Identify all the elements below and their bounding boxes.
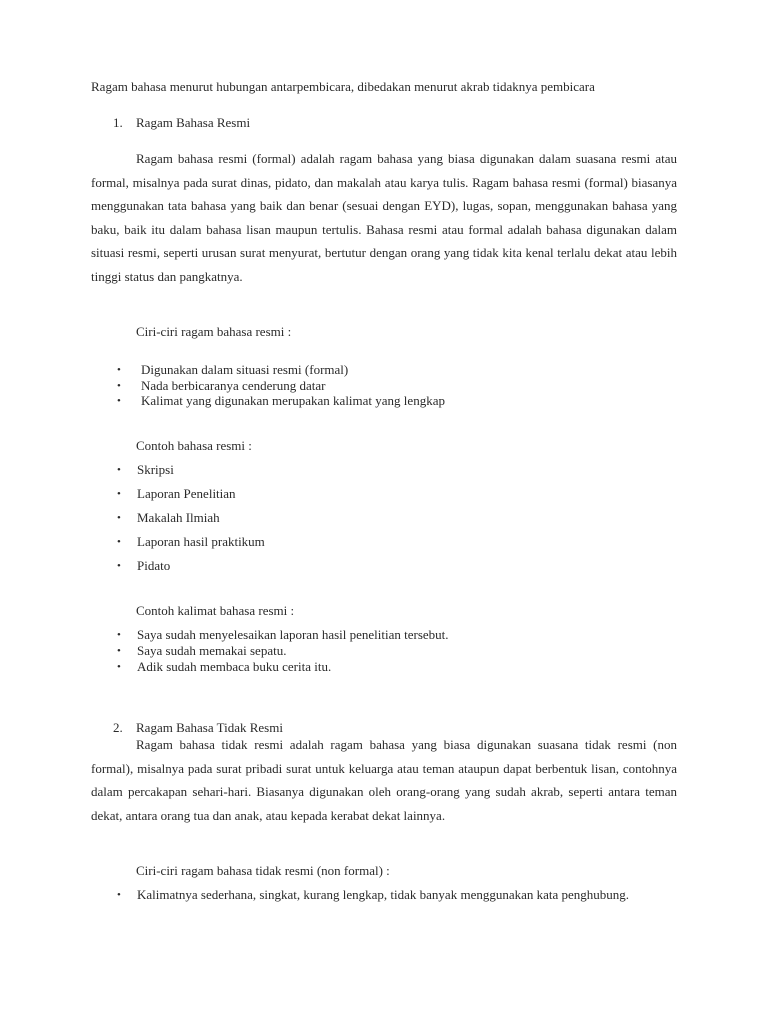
section1-number: 1. bbox=[113, 115, 123, 130]
bullet-icon: • bbox=[117, 488, 121, 500]
section1-ciri-item: Digunakan dalam situasi resmi (formal) bbox=[141, 362, 349, 377]
section1-contoh-item: Laporan hasil praktikum bbox=[137, 534, 265, 549]
bullet-icon: • bbox=[117, 560, 121, 572]
section1-kalimat-item: Saya sudah memakai sepatu. bbox=[137, 643, 287, 658]
section1-contoh-item: Makalah Ilmiah bbox=[137, 510, 220, 525]
section2-heading: Ragam Bahasa Tidak Resmi bbox=[136, 720, 283, 735]
section1-paragraph: Ragam bahasa resmi (formal) adalah ragam bahasa yang biasa digunakan dalam suasana resmi atau formal, misalnya pada surat dinas, pidato, dan makalah atau karya tulis. Ragam bahasa resmi (formal) biasanya menggunakan tata bahasa yang baik dan benar (sesuai dengan EYD), lugas, sopan, menggunakan bahasa yang baku, baik itu dalam bahasa lisan maupun tertulis. Bahasa resmi atau formal adalah bahasa digunakan dalam situasi resmi, seperti urusan surat menyurat, bertutur dengan orang yang tidak kita kenal terlalu dekat atau lebih tinggi status dan pangkatnya. bbox=[91, 151, 677, 284]
bullet-icon: • bbox=[117, 364, 121, 376]
bullet-icon: • bbox=[117, 645, 121, 657]
section1-kalimat-item: Adik sudah membaca buku cerita itu. bbox=[137, 659, 332, 674]
section1-contoh-item: Pidato bbox=[137, 558, 171, 573]
bullet-icon: • bbox=[117, 536, 121, 548]
section2-paragraph: Ragam bahasa tidak resmi adalah ragam bahasa yang biasa digunakan suasana tidak resmi (non formal), misalnya pada surat pribadi surat untuk keluarga atau teman ataupun dapat berbentuk lisan, contohnya dalam percakapan sehari-hari. Biasanya digunakan oleh orang-orang yang sudah akrab, seperti antara teman dekat, antara orang tua dan anak, atau kepada kerabat dekat lainnya. bbox=[91, 737, 677, 823]
bullet-icon: • bbox=[117, 512, 121, 524]
bullet-icon: • bbox=[117, 889, 121, 901]
section2-ciri-heading: Ciri-ciri ragam bahasa tidak resmi (non formal) : bbox=[136, 863, 390, 878]
bullet-icon: • bbox=[117, 464, 121, 476]
section1-contoh-heading: Contoh bahasa resmi : bbox=[136, 438, 252, 453]
section1-ciri-item: Kalimat yang digunakan merupakan kalimat yang lengkap bbox=[141, 393, 445, 408]
bullet-icon: • bbox=[117, 629, 121, 641]
section1-heading: Ragam Bahasa Resmi bbox=[136, 115, 251, 130]
section1-contoh-item: Skripsi bbox=[137, 462, 174, 477]
section1-contoh-item: Laporan Penelitian bbox=[137, 486, 236, 501]
section1-ciri-item: Nada berbicaranya cenderung datar bbox=[141, 378, 326, 393]
section1-ciri-heading: Ciri-ciri ragam bahasa resmi : bbox=[136, 324, 292, 339]
section2-number: 2. bbox=[113, 720, 123, 735]
bullet-icon: • bbox=[117, 395, 121, 407]
section1-kalimat-item: Saya sudah menyelesaikan laporan hasil penelitian tersebut. bbox=[137, 627, 449, 642]
bullet-icon: • bbox=[117, 380, 121, 392]
section1-kalimat-heading: Contoh kalimat bahasa resmi : bbox=[136, 603, 295, 618]
section2-ciri-item: Kalimatnya sederhana, singkat, kurang lengkap, tidak banyak menggunakan kata penghubung. bbox=[137, 887, 630, 902]
bullet-icon: • bbox=[117, 661, 121, 673]
intro-text: Ragam bahasa menurut hubungan antarpembicara, dibedakan menurut akrab tidaknya pembicara bbox=[91, 79, 595, 94]
